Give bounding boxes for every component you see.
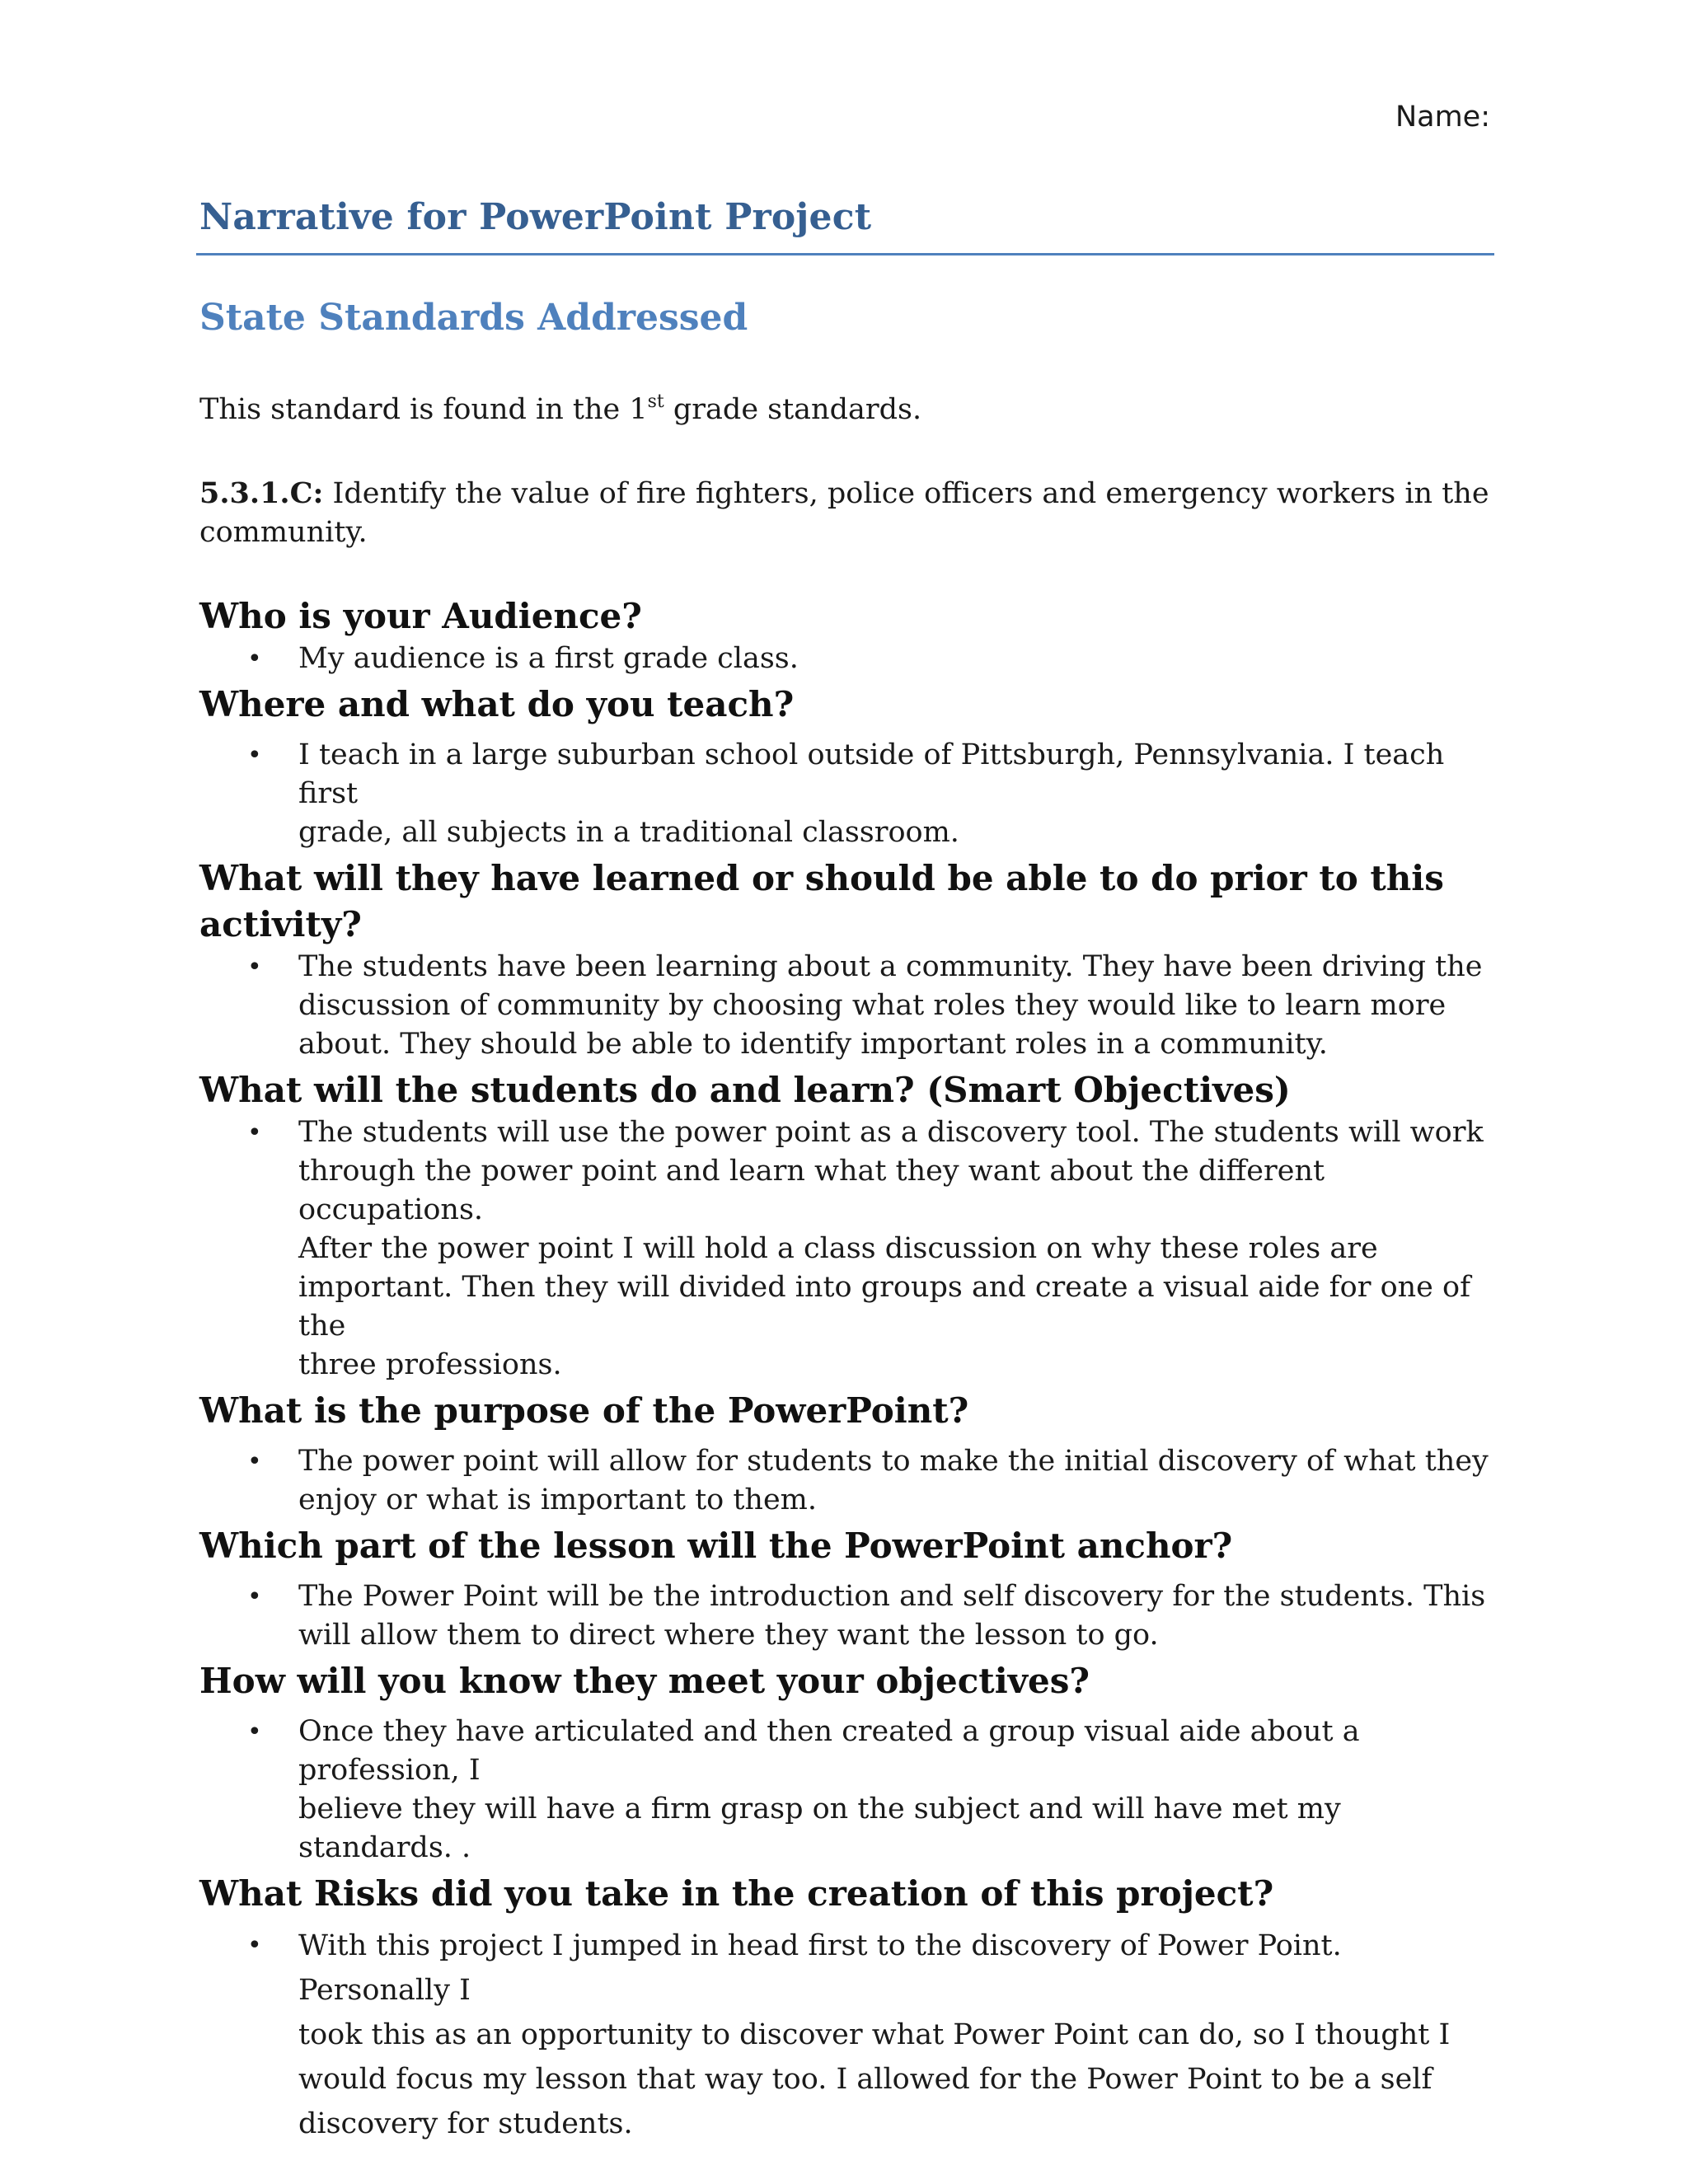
bullet-icon: • — [247, 1582, 262, 1611]
name-label: Name: — [1395, 101, 1490, 134]
standard-line-1 — [199, 474, 1489, 513]
answer-line: I teach in a large suburban school outside of Pittsburgh, Pennsylvania. I teach first — [298, 738, 1445, 810]
intro-prefix: This standard is found in the 1 — [199, 393, 648, 426]
question-heading: How will you know they meet your objectives? — [199, 1661, 1090, 1701]
answer-line: through the power point and learn what they want about the different occupations. — [298, 1155, 1325, 1226]
question-heading: What will the students do and learn? (Smart Objectives) — [199, 1070, 1291, 1110]
question-heading: Where and what do you teach? — [199, 684, 795, 724]
answer-bullet — [199, 640, 1498, 678]
answer-line: discovery for students. — [298, 2107, 633, 2140]
bullet-icon: • — [247, 953, 262, 982]
answer-line: The power point will allow for students to make the initial discovery of what they — [298, 1445, 1489, 1478]
bullet-icon: • — [247, 1931, 262, 1960]
question-answer-list — [199, 593, 1498, 2149]
answer-bullet — [199, 1113, 1498, 1385]
answer-line: will allow them to direct where they want the lesson to go. — [298, 1619, 1159, 1652]
answer-line: With this project I jumped in head first to the discovery of Power Point. Personally I — [298, 1929, 1342, 2007]
answer-bullet — [199, 948, 1498, 1064]
document-title: Narrative for PowerPoint Project — [199, 196, 872, 238]
question-heading: What is the purpose of the PowerPoint? — [199, 1390, 969, 1431]
answer-bullet — [199, 1442, 1498, 1520]
answer-line: enjoy or what is important to them. — [298, 1483, 817, 1516]
answer-bullet — [199, 1713, 1498, 1868]
answer-bullet — [199, 1924, 1498, 2146]
answer-line: After the power point I will hold a class discussion on why these roles are — [298, 1232, 1378, 1265]
bullet-icon: • — [247, 1447, 262, 1476]
standard-code: 5.3.1.C: — [199, 476, 324, 510]
question-heading: Who is your Audience? — [199, 596, 642, 636]
answer-line: about. They should be able to identify important roles in a community. — [298, 1028, 1328, 1061]
answer-line: grade, all subjects in a traditional classroom. — [298, 816, 959, 849]
intro-paragraph — [199, 391, 921, 429]
bullet-icon: • — [247, 1118, 262, 1147]
title-underline — [196, 253, 1494, 255]
section-heading: State Standards Addressed — [199, 297, 748, 339]
intro-superscript: st — [647, 391, 664, 412]
standard-text: Identify the value of fire fighters, police officers and emergency workers in the — [323, 477, 1489, 510]
bullet-icon: • — [247, 1718, 262, 1746]
question-heading: What will they have learned or should be able to do prior to this activity? — [199, 858, 1444, 944]
answer-line: believe they will have a firm grasp on the subject and will have met my standards. . — [298, 1793, 1341, 1864]
answer-line: The students will use the power point as a discovery tool. The students will work — [298, 1116, 1484, 1149]
standard-paragraph — [199, 474, 1489, 552]
intro-suffix: grade standards. — [663, 393, 922, 426]
question-heading: What Risks did you take in the creation of this project? — [199, 1873, 1274, 1914]
answer-bullet — [199, 736, 1498, 852]
answer-bullet — [199, 1577, 1498, 1655]
answer-line: discussion of community by choosing what roles they would like to learn more — [298, 989, 1447, 1022]
question-heading: Which part of the lesson will the PowerPoint anchor? — [199, 1526, 1233, 1566]
answer-line: would focus my lesson that way too. I allowed for the Power Point to be a self — [298, 2063, 1432, 2096]
answer-line: The students have been learning about a community. They have been driving the — [298, 950, 1483, 983]
answer-line: three professions. — [298, 1348, 562, 1381]
standard-line-2: community. — [199, 516, 368, 549]
answer-line: The Power Point will be the introduction and self discovery for the students. This — [298, 1580, 1486, 1613]
answer-line: took this as an opportunity to discover what Power Point can do, so I thought I — [298, 2018, 1451, 2051]
answer-line: Once they have articulated and then created a group visual aide about a profession, I — [298, 1715, 1360, 1787]
answer-line: important. Then they will divided into groups and create a visual aide for one of the — [298, 1271, 1471, 1343]
bullet-icon: • — [247, 741, 262, 770]
bullet-icon: • — [247, 644, 262, 673]
answer-line: My audience is a first grade class. — [298, 642, 799, 675]
